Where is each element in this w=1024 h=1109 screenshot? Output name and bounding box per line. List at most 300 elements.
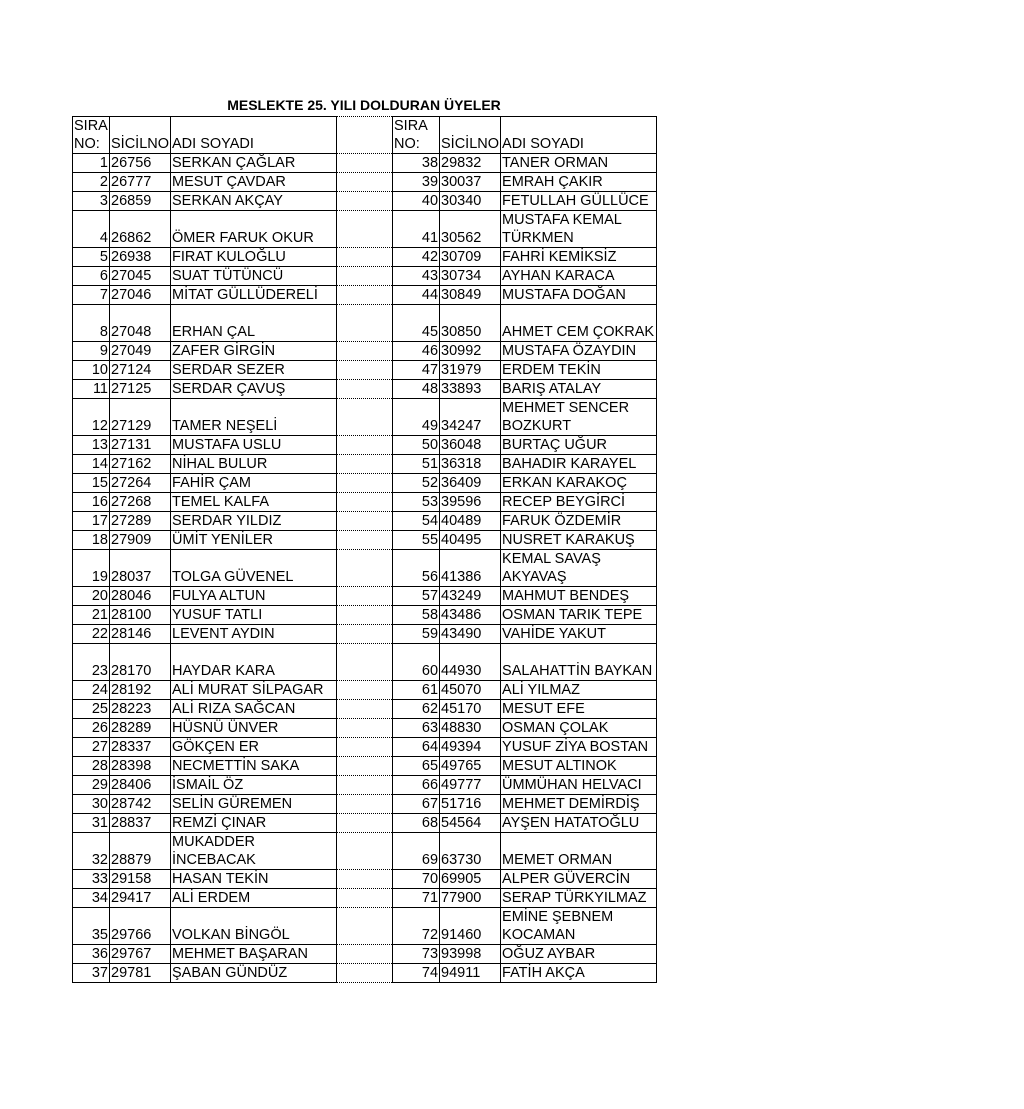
sicil-no-cell: 28337 bbox=[110, 738, 171, 757]
column-gap bbox=[337, 945, 393, 964]
column-gap bbox=[337, 248, 393, 267]
name-cell: MESUT EFE bbox=[501, 700, 657, 719]
column-gap bbox=[337, 964, 393, 983]
name-cell: VOLKAN BİNGÖL bbox=[171, 908, 337, 945]
name-cell: SERKAN ÇAĞLAR bbox=[171, 154, 337, 173]
column-gap bbox=[337, 587, 393, 606]
name-cell: HAYDAR KARA bbox=[171, 644, 337, 681]
sira-no-cell: 11 bbox=[73, 380, 110, 399]
sicil-no-cell: 29832 bbox=[440, 154, 501, 173]
sira-no-cell: 59 bbox=[393, 625, 440, 644]
name-cell: ALİ RIZA SAĞCAN bbox=[171, 700, 337, 719]
sira-no-cell: 51 bbox=[393, 455, 440, 474]
sicil-no-cell: 28046 bbox=[110, 587, 171, 606]
table-row bbox=[73, 833, 657, 870]
sira-no-cell: 20 bbox=[73, 587, 110, 606]
name-cell: MEHMET SENCER BOZKURT bbox=[501, 399, 657, 436]
header-sira-no: SIRA NO: bbox=[74, 118, 108, 152]
column-gap bbox=[337, 493, 393, 512]
sicil-no-cell: 30849 bbox=[440, 286, 501, 305]
sira-no-cell: 50 bbox=[393, 436, 440, 455]
name-cell: SUAT TÜTÜNCÜ bbox=[171, 267, 337, 286]
column-gap bbox=[337, 474, 393, 493]
sicil-no-cell: 31979 bbox=[440, 361, 501, 380]
name-cell: MAHMUT BENDEŞ bbox=[501, 587, 657, 606]
table-row bbox=[73, 606, 657, 625]
table-row bbox=[73, 757, 657, 776]
table-row bbox=[73, 550, 657, 587]
sicil-no-cell: 27125 bbox=[110, 380, 171, 399]
sira-no-cell: 56 bbox=[393, 550, 440, 587]
sira-no-cell: 65 bbox=[393, 757, 440, 776]
table-row bbox=[73, 908, 657, 945]
table-row bbox=[73, 625, 657, 644]
sira-no-cell: 72 bbox=[393, 908, 440, 945]
sicil-no-cell: 26938 bbox=[110, 248, 171, 267]
sicil-no-cell: 28406 bbox=[110, 776, 171, 795]
sira-no-cell: 39 bbox=[393, 173, 440, 192]
sira-no-cell: 70 bbox=[393, 870, 440, 889]
column-gap bbox=[337, 644, 393, 681]
column-gap bbox=[337, 833, 393, 870]
table-row bbox=[73, 870, 657, 889]
name-cell: AHMET CEM ÇOKRAK bbox=[501, 305, 657, 342]
sira-no-cell: 35 bbox=[73, 908, 110, 945]
sira-no-cell: 67 bbox=[393, 795, 440, 814]
name-cell: OSMAN ÇOLAK bbox=[501, 719, 657, 738]
sicil-no-cell: 63730 bbox=[440, 833, 501, 870]
sira-no-cell: 13 bbox=[73, 436, 110, 455]
sira-no-cell: 74 bbox=[393, 964, 440, 983]
name-cell: MUSTAFA USLU bbox=[171, 436, 337, 455]
sira-no-cell: 12 bbox=[73, 399, 110, 436]
sicil-no-cell: 30037 bbox=[440, 173, 501, 192]
sicil-no-cell: 43486 bbox=[440, 606, 501, 625]
name-cell: FULYA ALTUN bbox=[171, 587, 337, 606]
name-cell: SERDAR ÇAVUŞ bbox=[171, 380, 337, 399]
name-cell: ÖMER FARUK OKUR bbox=[171, 211, 337, 248]
sicil-no-cell: 36409 bbox=[440, 474, 501, 493]
sira-no-cell: 66 bbox=[393, 776, 440, 795]
table-row bbox=[73, 173, 657, 192]
name-cell: ALPER GÜVERCİN bbox=[501, 870, 657, 889]
sicil-no-cell: 49394 bbox=[440, 738, 501, 757]
column-gap bbox=[337, 173, 393, 192]
sicil-no-cell: 28879 bbox=[110, 833, 171, 870]
sira-no-cell: 4 bbox=[73, 211, 110, 248]
column-gap bbox=[337, 550, 393, 587]
name-cell: MESUT ALTINOK bbox=[501, 757, 657, 776]
column-gap bbox=[337, 757, 393, 776]
sira-no-cell: 21 bbox=[73, 606, 110, 625]
name-cell: YUSUF ZİYA BOSTAN bbox=[501, 738, 657, 757]
header-sira-no: SIRA NO: bbox=[393, 117, 440, 154]
table-row bbox=[73, 192, 657, 211]
sicil-no-cell: 26777 bbox=[110, 173, 171, 192]
sicil-no-cell: 27268 bbox=[110, 493, 171, 512]
name-cell: TANER ORMAN bbox=[501, 154, 657, 173]
name-cell: HASAN TEKİN bbox=[171, 870, 337, 889]
sira-no-cell: 58 bbox=[393, 606, 440, 625]
name-cell: LEVENT AYDIN bbox=[171, 625, 337, 644]
sira-no-cell: 30 bbox=[73, 795, 110, 814]
sicil-no-cell: 27129 bbox=[110, 399, 171, 436]
sira-no-cell: 36 bbox=[73, 945, 110, 964]
sicil-no-cell: 49765 bbox=[440, 757, 501, 776]
table-row bbox=[73, 493, 657, 512]
sira-no-cell: 33 bbox=[73, 870, 110, 889]
sira-no-cell: 27 bbox=[73, 738, 110, 757]
name-cell: MUSTAFA KEMAL TÜRKMEN bbox=[501, 211, 657, 248]
sicil-no-cell: 28398 bbox=[110, 757, 171, 776]
sira-no-cell: 5 bbox=[73, 248, 110, 267]
table-row bbox=[73, 361, 657, 380]
column-gap bbox=[337, 267, 393, 286]
sira-no-cell: 60 bbox=[393, 644, 440, 681]
column-gap bbox=[337, 361, 393, 380]
table-row bbox=[73, 964, 657, 983]
sicil-no-cell: 26862 bbox=[110, 211, 171, 248]
sira-no-cell: 63 bbox=[393, 719, 440, 738]
sicil-no-cell: 27048 bbox=[110, 305, 171, 342]
table-row bbox=[73, 248, 657, 267]
sira-no-cell: 6 bbox=[73, 267, 110, 286]
sira-no-cell: 52 bbox=[393, 474, 440, 493]
table-row bbox=[73, 512, 657, 531]
sicil-no-cell: 40489 bbox=[440, 512, 501, 531]
name-cell: MESUT ÇAVDAR bbox=[171, 173, 337, 192]
name-cell: ŞABAN GÜNDÜZ bbox=[171, 964, 337, 983]
sira-no-cell: 26 bbox=[73, 719, 110, 738]
sicil-no-cell: 30562 bbox=[440, 211, 501, 248]
sicil-no-cell: 27909 bbox=[110, 531, 171, 550]
column-gap bbox=[337, 380, 393, 399]
name-cell: ALİ YILMAZ bbox=[501, 681, 657, 700]
name-cell: FAHİR ÇAM bbox=[171, 474, 337, 493]
sira-no-cell: 54 bbox=[393, 512, 440, 531]
sira-no-cell: 41 bbox=[393, 211, 440, 248]
name-cell: FETULLAH GÜLLÜCE bbox=[501, 192, 657, 211]
column-gap bbox=[337, 286, 393, 305]
table-row bbox=[73, 814, 657, 833]
column-gap bbox=[337, 681, 393, 700]
table-row bbox=[73, 305, 657, 342]
sira-no-cell: 34 bbox=[73, 889, 110, 908]
sicil-no-cell: 94911 bbox=[440, 964, 501, 983]
name-cell: BURTAÇ UĞUR bbox=[501, 436, 657, 455]
name-cell: MEMET ORMAN bbox=[501, 833, 657, 870]
header-sicil-no: SİCİLNO bbox=[110, 117, 171, 154]
table-row bbox=[73, 531, 657, 550]
name-cell: EMİNE ŞEBNEM KOCAMAN bbox=[501, 908, 657, 945]
sicil-no-cell: 28742 bbox=[110, 795, 171, 814]
name-cell: ERKAN KARAKOÇ bbox=[501, 474, 657, 493]
page-title: MESLEKTE 25. YILI DOLDURAN ÜYELER bbox=[227, 97, 501, 113]
sira-no-cell: 44 bbox=[393, 286, 440, 305]
sicil-no-cell: 27046 bbox=[110, 286, 171, 305]
sira-no-cell: 37 bbox=[73, 964, 110, 983]
sicil-no-cell: 91460 bbox=[440, 908, 501, 945]
name-cell: ERHAN ÇAL bbox=[171, 305, 337, 342]
column-gap bbox=[337, 606, 393, 625]
sira-no-cell: 71 bbox=[393, 889, 440, 908]
sicil-no-cell: 44930 bbox=[440, 644, 501, 681]
name-cell: SERDAR SEZER bbox=[171, 361, 337, 380]
name-cell: BARIŞ ATALAY bbox=[501, 380, 657, 399]
name-cell: FIRAT KULOĞLU bbox=[171, 248, 337, 267]
table-row bbox=[73, 342, 657, 361]
sira-no-cell: 25 bbox=[73, 700, 110, 719]
table-row bbox=[73, 700, 657, 719]
sira-no-cell: 61 bbox=[393, 681, 440, 700]
name-cell: FATİH AKÇA bbox=[501, 964, 657, 983]
sira-no-cell: 3 bbox=[73, 192, 110, 211]
name-cell: KEMAL SAVAŞ AKYAVAŞ bbox=[501, 550, 657, 587]
sira-no-cell: 40 bbox=[393, 192, 440, 211]
name-cell: NECMETTİN SAKA bbox=[171, 757, 337, 776]
name-cell: SALAHATTİN BAYKAN bbox=[501, 644, 657, 681]
sira-no-cell: 46 bbox=[393, 342, 440, 361]
sira-no-cell: 16 bbox=[73, 493, 110, 512]
sicil-no-cell: 27162 bbox=[110, 455, 171, 474]
sira-no-cell: 15 bbox=[73, 474, 110, 493]
name-cell: AYŞEN HATATOĞLU bbox=[501, 814, 657, 833]
sicil-no-cell: 49777 bbox=[440, 776, 501, 795]
column-gap bbox=[337, 192, 393, 211]
column-gap bbox=[337, 814, 393, 833]
sicil-no-cell: 27045 bbox=[110, 267, 171, 286]
name-cell: TOLGA GÜVENEL bbox=[171, 550, 337, 587]
sicil-no-cell: 30340 bbox=[440, 192, 501, 211]
column-gap bbox=[337, 719, 393, 738]
column-gap bbox=[337, 889, 393, 908]
name-cell: NUSRET KARAKUŞ bbox=[501, 531, 657, 550]
sicil-no-cell: 26756 bbox=[110, 154, 171, 173]
sira-no-cell: 10 bbox=[73, 361, 110, 380]
sira-no-cell: 47 bbox=[393, 361, 440, 380]
sicil-no-cell: 30734 bbox=[440, 267, 501, 286]
sicil-no-cell: 28037 bbox=[110, 550, 171, 587]
sicil-no-cell: 28170 bbox=[110, 644, 171, 681]
name-cell: TAMER NEŞELİ bbox=[171, 399, 337, 436]
name-cell: HÜSNÜ ÜNVER bbox=[171, 719, 337, 738]
sicil-no-cell: 34247 bbox=[440, 399, 501, 436]
name-cell: OSMAN TARIK TEPE bbox=[501, 606, 657, 625]
column-gap bbox=[337, 436, 393, 455]
sira-no-cell: 7 bbox=[73, 286, 110, 305]
name-cell: GÖKÇEN ER bbox=[171, 738, 337, 757]
table-row bbox=[73, 719, 657, 738]
name-cell: SERAP TÜRKYILMAZ bbox=[501, 889, 657, 908]
table-row bbox=[73, 889, 657, 908]
sira-no-cell: 57 bbox=[393, 587, 440, 606]
sira-no-cell: 23 bbox=[73, 644, 110, 681]
sicil-no-cell: 28146 bbox=[110, 625, 171, 644]
name-cell: VAHİDE YAKUT bbox=[501, 625, 657, 644]
sicil-no-cell: 69905 bbox=[440, 870, 501, 889]
sicil-no-cell: 43490 bbox=[440, 625, 501, 644]
sicil-no-cell: 40495 bbox=[440, 531, 501, 550]
sira-no-cell: 9 bbox=[73, 342, 110, 361]
sira-no-cell: 1 bbox=[73, 154, 110, 173]
name-cell: ZAFER GİRGİN bbox=[171, 342, 337, 361]
name-cell: AYHAN KARACA bbox=[501, 267, 657, 286]
sicil-no-cell: 36318 bbox=[440, 455, 501, 474]
column-gap bbox=[337, 305, 393, 342]
column-gap bbox=[337, 512, 393, 531]
column-gap bbox=[337, 700, 393, 719]
column-gap bbox=[337, 399, 393, 436]
sira-no-cell: 29 bbox=[73, 776, 110, 795]
table-row bbox=[73, 776, 657, 795]
table-row bbox=[73, 644, 657, 681]
name-cell: ERDEM TEKİN bbox=[501, 361, 657, 380]
sicil-no-cell: 33893 bbox=[440, 380, 501, 399]
table-row bbox=[73, 436, 657, 455]
sicil-no-cell: 29417 bbox=[110, 889, 171, 908]
sira-no-cell: 62 bbox=[393, 700, 440, 719]
name-cell: RECEP BEYGİRCİ bbox=[501, 493, 657, 512]
sira-no-cell: 22 bbox=[73, 625, 110, 644]
sicil-no-cell: 28223 bbox=[110, 700, 171, 719]
table-row bbox=[73, 211, 657, 248]
name-cell: TEMEL KALFA bbox=[171, 493, 337, 512]
column-gap bbox=[337, 154, 393, 173]
name-cell: OĞUZ AYBAR bbox=[501, 945, 657, 964]
sicil-no-cell: 29766 bbox=[110, 908, 171, 945]
name-cell: ALİ MURAT SİLPAGAR bbox=[171, 681, 337, 700]
column-gap bbox=[337, 455, 393, 474]
sira-no-cell: 38 bbox=[393, 154, 440, 173]
table-row bbox=[73, 455, 657, 474]
sira-no-cell: 2 bbox=[73, 173, 110, 192]
sicil-no-cell: 36048 bbox=[440, 436, 501, 455]
name-cell: ÜMMÜHAN HELVACI bbox=[501, 776, 657, 795]
table-row bbox=[73, 738, 657, 757]
sicil-no-cell: 93998 bbox=[440, 945, 501, 964]
sicil-no-cell: 27124 bbox=[110, 361, 171, 380]
table-row bbox=[73, 154, 657, 173]
name-cell: NİHAL BULUR bbox=[171, 455, 337, 474]
header-name: ADI SOYADI bbox=[171, 117, 337, 154]
sira-no-cell: 45 bbox=[393, 305, 440, 342]
sira-no-cell: 48 bbox=[393, 380, 440, 399]
name-cell: İSMAİL ÖZ bbox=[171, 776, 337, 795]
column-gap bbox=[337, 531, 393, 550]
sira-no-cell: 43 bbox=[393, 267, 440, 286]
name-cell: REMZİ ÇINAR bbox=[171, 814, 337, 833]
sira-no-cell: 8 bbox=[73, 305, 110, 342]
name-cell: BAHADIR KARAYEL bbox=[501, 455, 657, 474]
sicil-no-cell: 27049 bbox=[110, 342, 171, 361]
sira-no-cell: 69 bbox=[393, 833, 440, 870]
sicil-no-cell: 27264 bbox=[110, 474, 171, 493]
table-row bbox=[73, 286, 657, 305]
table-row bbox=[73, 587, 657, 606]
column-gap bbox=[337, 738, 393, 757]
sicil-no-cell: 27131 bbox=[110, 436, 171, 455]
sicil-no-cell: 28837 bbox=[110, 814, 171, 833]
name-cell: MEHMET DEMİRDİŞ bbox=[501, 795, 657, 814]
sicil-no-cell: 29158 bbox=[110, 870, 171, 889]
sira-no-cell: 31 bbox=[73, 814, 110, 833]
name-cell: ÜMİT YENİLER bbox=[171, 531, 337, 550]
sicil-no-cell: 28289 bbox=[110, 719, 171, 738]
sicil-no-cell: 28192 bbox=[110, 681, 171, 700]
name-cell: ALİ ERDEM bbox=[171, 889, 337, 908]
members-table bbox=[72, 116, 657, 983]
sicil-no-cell: 30850 bbox=[440, 305, 501, 342]
sira-no-cell: 32 bbox=[73, 833, 110, 870]
name-cell: SERKAN AKÇAY bbox=[171, 192, 337, 211]
sicil-no-cell: 54564 bbox=[440, 814, 501, 833]
sira-no-cell: 49 bbox=[393, 399, 440, 436]
column-gap bbox=[337, 776, 393, 795]
column-gap bbox=[337, 908, 393, 945]
column-gap bbox=[337, 870, 393, 889]
sicil-no-cell: 77900 bbox=[440, 889, 501, 908]
sira-no-cell: 42 bbox=[393, 248, 440, 267]
sicil-no-cell: 26859 bbox=[110, 192, 171, 211]
sicil-no-cell: 43249 bbox=[440, 587, 501, 606]
sira-no-cell: 24 bbox=[73, 681, 110, 700]
sira-no-cell: 64 bbox=[393, 738, 440, 757]
name-cell: MEHMET BAŞARAN bbox=[171, 945, 337, 964]
header-name: ADI SOYADI bbox=[501, 117, 657, 154]
sicil-no-cell: 27289 bbox=[110, 512, 171, 531]
column-gap bbox=[337, 795, 393, 814]
sicil-no-cell: 48830 bbox=[440, 719, 501, 738]
sicil-no-cell: 30709 bbox=[440, 248, 501, 267]
sira-no-cell: 73 bbox=[393, 945, 440, 964]
table-row bbox=[73, 267, 657, 286]
sicil-no-cell: 45070 bbox=[440, 681, 501, 700]
table-row bbox=[73, 795, 657, 814]
sira-no-cell: 28 bbox=[73, 757, 110, 776]
column-gap bbox=[337, 625, 393, 644]
name-cell: MİTAT GÜLLÜDERELİ bbox=[171, 286, 337, 305]
sira-no-cell: 18 bbox=[73, 531, 110, 550]
name-cell: MUKADDER İNCEBACAK bbox=[171, 833, 337, 870]
sira-no-cell: 53 bbox=[393, 493, 440, 512]
name-cell: FAHRİ KEMİKSİZ bbox=[501, 248, 657, 267]
table-row bbox=[73, 945, 657, 964]
name-cell: YUSUF TATLI bbox=[171, 606, 337, 625]
sira-no-cell: 19 bbox=[73, 550, 110, 587]
sicil-no-cell: 29767 bbox=[110, 945, 171, 964]
header-sicil-no: SİCİLNO bbox=[440, 117, 501, 154]
column-gap bbox=[337, 342, 393, 361]
sicil-no-cell: 30992 bbox=[440, 342, 501, 361]
column-gap bbox=[337, 117, 393, 154]
name-cell: SERDAR YILDIZ bbox=[171, 512, 337, 531]
table-row bbox=[73, 380, 657, 399]
column-gap bbox=[337, 211, 393, 248]
sira-no-cell: 14 bbox=[73, 455, 110, 474]
sicil-no-cell: 51716 bbox=[440, 795, 501, 814]
table-row bbox=[73, 474, 657, 493]
sira-no-cell: 17 bbox=[73, 512, 110, 531]
table-row bbox=[73, 681, 657, 700]
sicil-no-cell: 39596 bbox=[440, 493, 501, 512]
name-cell: MUSTAFA ÖZAYDIN bbox=[501, 342, 657, 361]
header-row bbox=[73, 117, 657, 154]
table-row bbox=[73, 399, 657, 436]
sira-no-cell: 55 bbox=[393, 531, 440, 550]
name-cell: FARUK ÖZDEMİR bbox=[501, 512, 657, 531]
name-cell: MUSTAFA DOĞAN bbox=[501, 286, 657, 305]
sicil-no-cell: 29781 bbox=[110, 964, 171, 983]
